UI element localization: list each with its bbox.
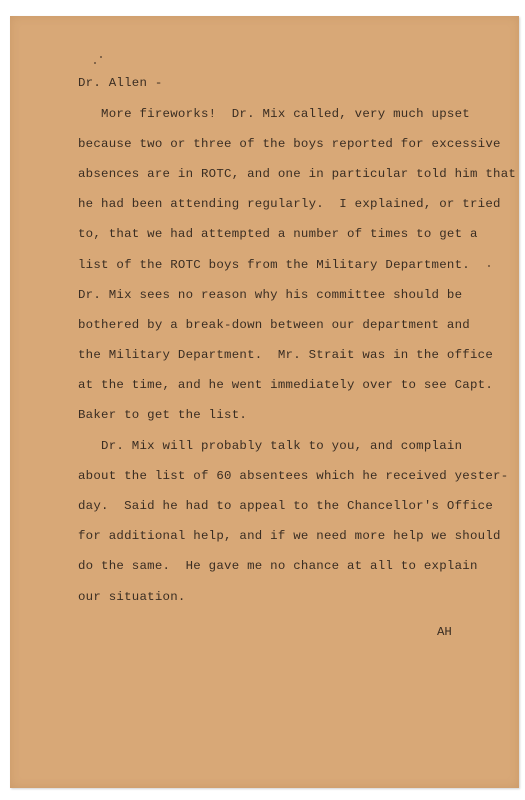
memo-line: he had been attending regularly. I explained, or tried [78, 197, 501, 211]
memo-line: list of the ROTC boys from the Military Department. [78, 258, 470, 272]
memo-line: Dr. Mix sees no reason why his committee should be [78, 288, 463, 302]
memo-line: absences are in ROTC, and one in particular told him that [78, 167, 517, 181]
memo-line: Dr. Mix will probably talk to you, and complain [78, 439, 463, 453]
memo-salutation: Dr. Allen - [78, 76, 163, 90]
paper-speck [94, 62, 96, 64]
paper-speck [488, 265, 490, 267]
memo-signature: AH [437, 625, 452, 639]
memo-line: More fireworks! Dr. Mix called, very much upset [78, 107, 470, 121]
memo-line: day. Said he had to appeal to the Chancellor's Office [78, 499, 494, 513]
memo-line: at the time, and he went immediately over to see Capt. [78, 378, 494, 392]
memo-line: the Military Department. Mr. Strait was in the office [78, 348, 494, 362]
memo-line: do the same. He gave me no chance at all to explain [78, 559, 478, 573]
memo-line: to, that we had attempted a number of times to get a [78, 227, 478, 241]
memo-line: for additional help, and if we need more help we should [78, 529, 501, 543]
memo-line: bothered by a break-down between our department and [78, 318, 470, 332]
memo-paper [10, 16, 519, 788]
memo-line: about the list of 60 absentees which he received yester- [78, 469, 509, 483]
memo-line: our situation. [78, 590, 186, 604]
memo-line: because two or three of the boys reported for excessive [78, 137, 501, 151]
paper-speck [100, 56, 102, 58]
memo-line: Baker to get the list. [78, 408, 248, 422]
